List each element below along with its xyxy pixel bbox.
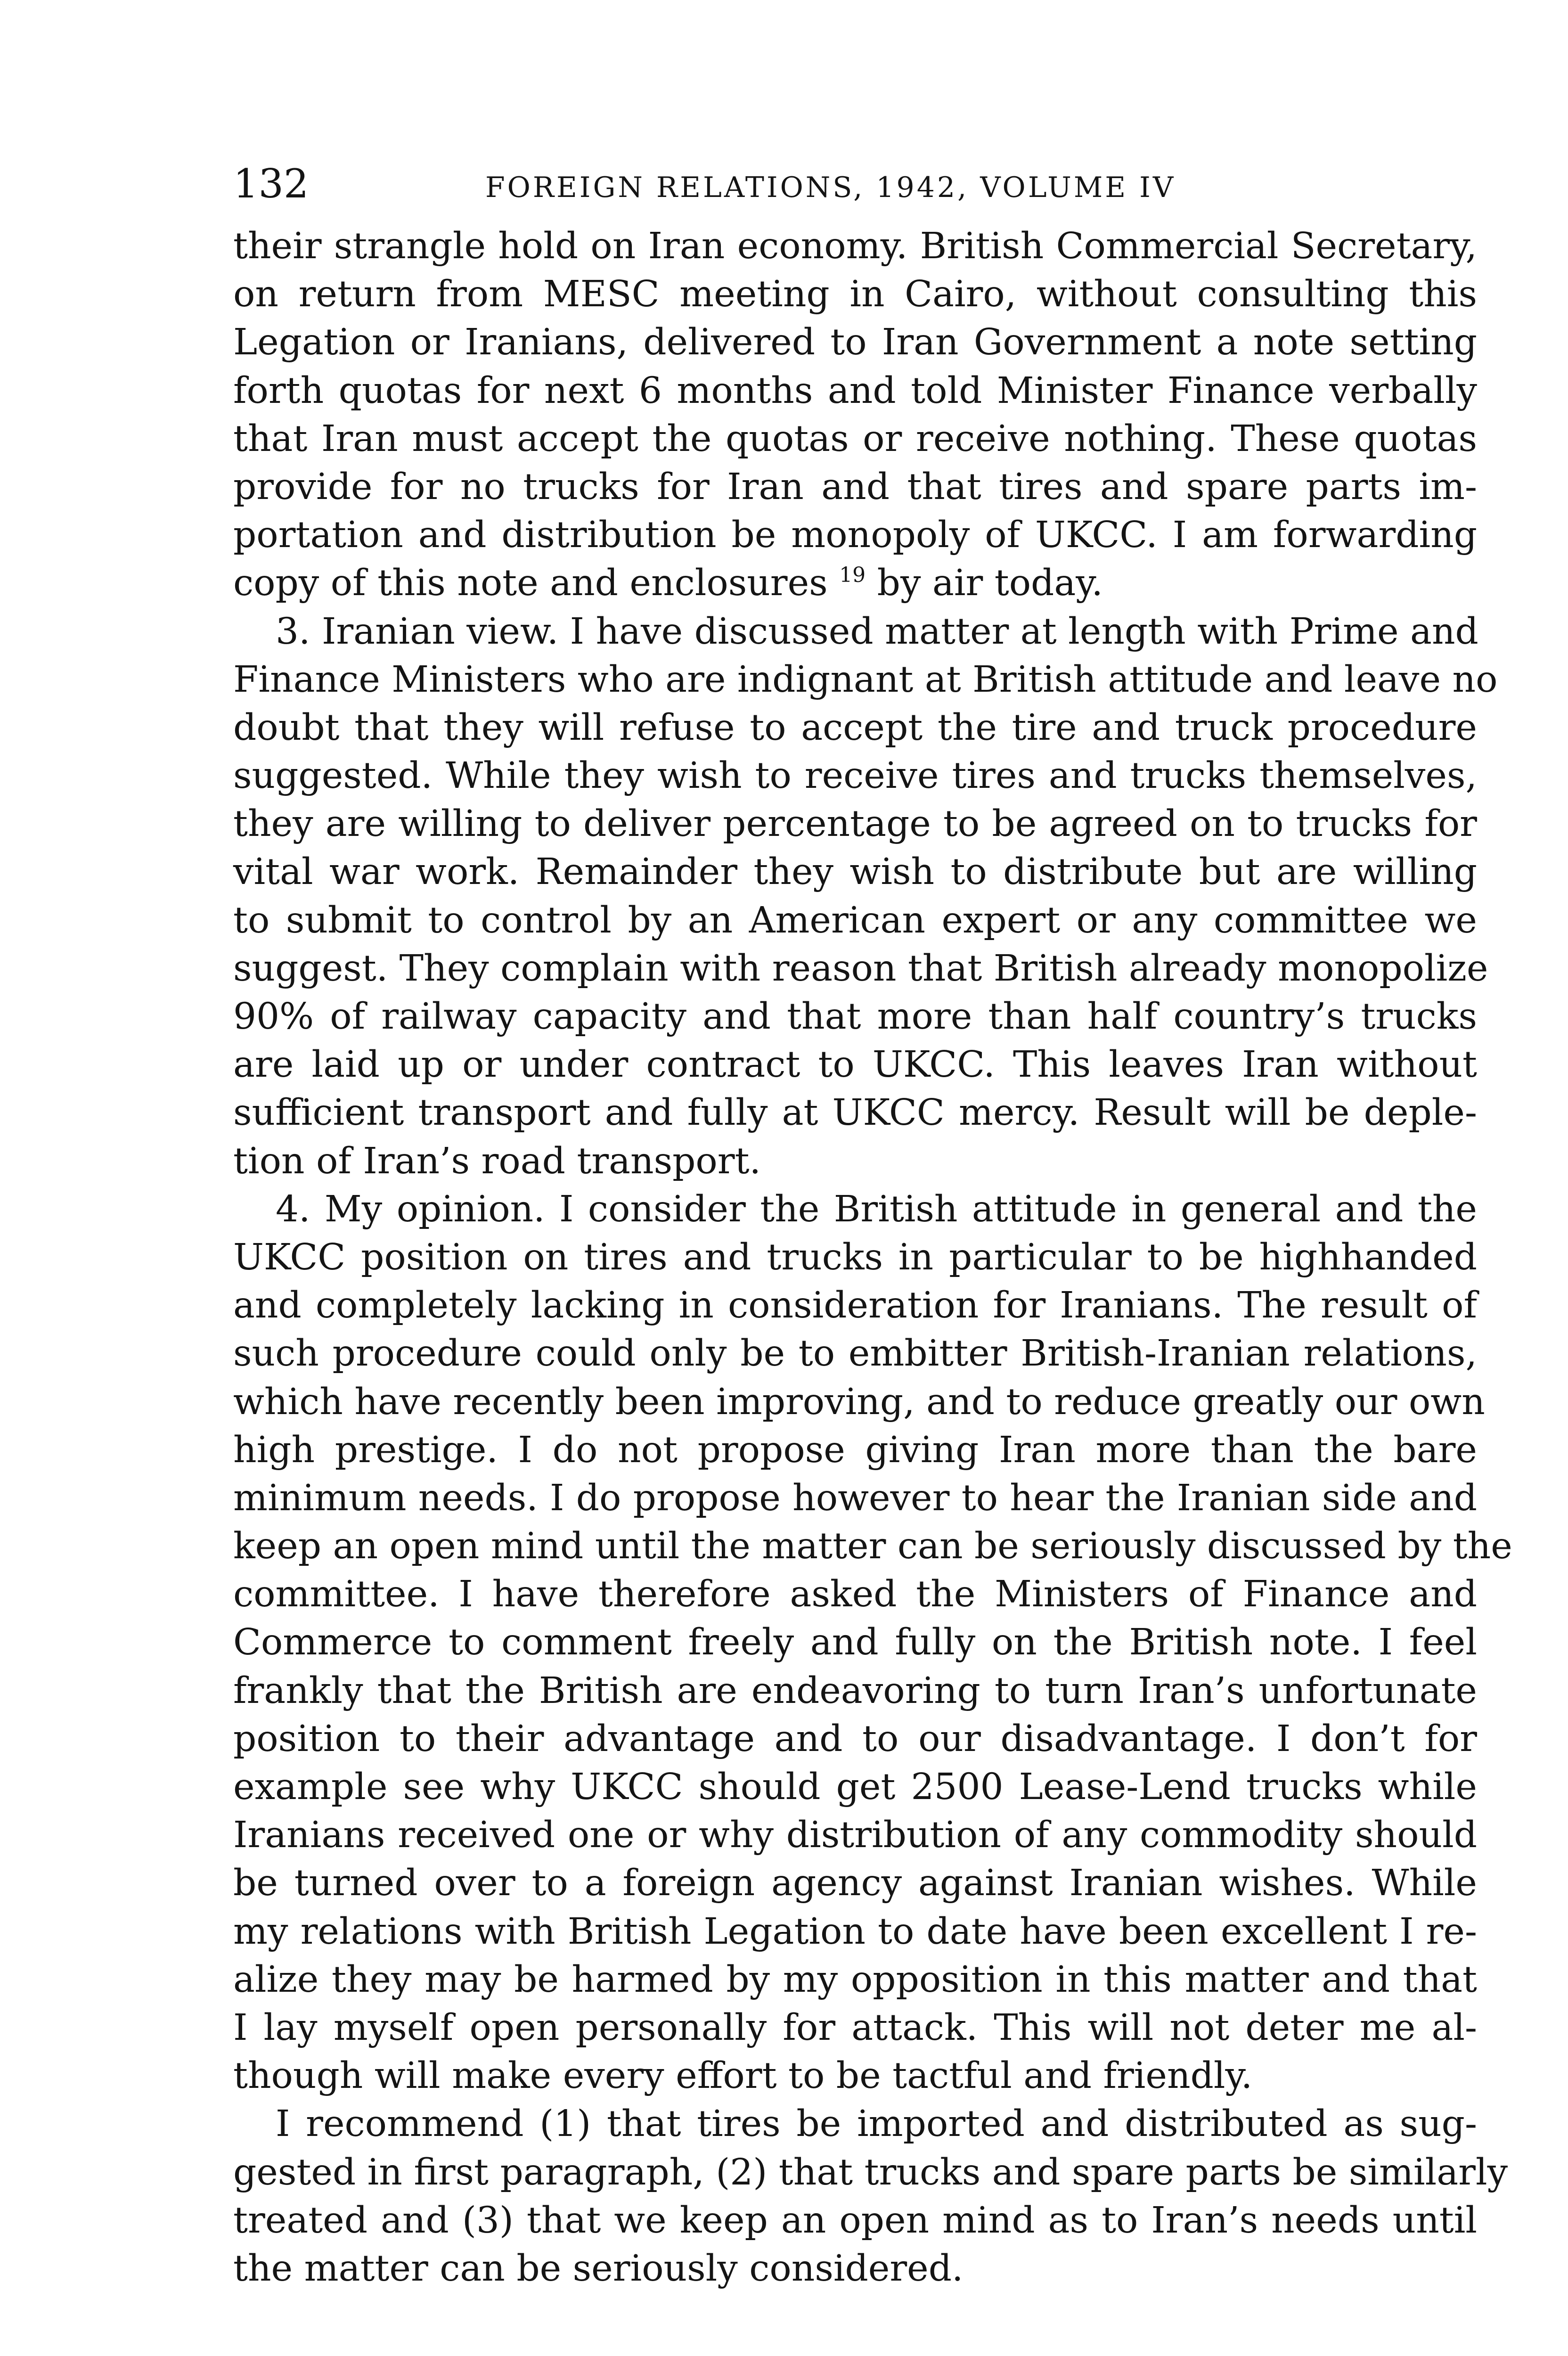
paragraph-recommendation: [233, 2100, 1508, 2293]
text-line: vital war work. Remainder they wish to distribute but are willing: [233, 851, 1477, 893]
text-line: though will make every effort to be tactful and friendly.: [233, 2055, 1253, 2097]
text-line: tion of Iran’s road transport.: [233, 1140, 761, 1182]
text-line: minimum needs. I do propose however to hear the Iranian side and: [233, 1477, 1477, 1519]
text-line: high prestige. I do not propose giving Iran more than the bare: [233, 1429, 1477, 1471]
text-line: the matter can be seriously considered.: [233, 2247, 964, 2290]
text-line: sufficient transport and fully at UKCC mercy. Result will be deple-: [233, 1092, 1477, 1134]
text-line: their strangle hold on Iran economy. British Commercial Secretary,: [233, 225, 1477, 267]
text-line: on return from MESC meeting in Cairo, without consulting this: [233, 273, 1477, 316]
body-text: [233, 222, 1512, 2293]
text-line: alize they may be harmed by my opposition in this matter and that: [233, 1958, 1477, 2001]
text-line: 4. My opinion. I consider the British attitude in general and the: [276, 1188, 1477, 1230]
text-line: keep an open mind until the matter can be seriously discussed by the: [233, 1525, 1512, 1568]
text-line: position to their advantage and to our disadvantage. I don’t for: [233, 1718, 1477, 1760]
running-title: FOREIGN RELATIONS, 1942, VOLUME IV: [485, 171, 1176, 204]
text-line: my relations with British Legation to date have been excellent I re-: [233, 1910, 1477, 1953]
page-number: 132: [233, 161, 309, 207]
text-line: UKCC position on tires and trucks in particular to be highhanded: [233, 1236, 1477, 1278]
footnote-reference: 19: [839, 563, 866, 588]
text-line: doubt that they will refuse to accept the tire and truck procedure: [233, 706, 1477, 749]
text-fragment: by air today.: [877, 562, 1103, 605]
text-line: I recommend (1) that tires be imported and distributed as sug-: [276, 2103, 1477, 2145]
text-line: suggest. They complain with reason that British already monopolize: [233, 947, 1488, 990]
text-line: Finance Ministers who are indignant at British attitude and leave no: [233, 658, 1498, 701]
text-line: they are willing to deliver percentage to be agreed on to trucks for: [233, 803, 1477, 845]
text-line: frankly that the British are endeavoring to turn Iran’s unfortunate: [233, 1669, 1477, 1712]
text-line: example see why UKCC should get 2500 Lease-Lend trucks while: [233, 1766, 1477, 1808]
text-line: treated and (3) that we keep an open mind as to Iran’s needs until: [233, 2199, 1477, 2241]
text-line: which have recently been improving, and to reduce greatly our own: [233, 1381, 1485, 1423]
page-header: [233, 155, 1477, 212]
text-line: portation and distribution be monopoly of UKCC. I am forwarding: [233, 514, 1477, 556]
paragraph-my-opinion: [233, 1186, 1512, 2101]
text-line: Iranians received one or why distribution of any commodity should: [233, 1814, 1477, 1857]
text-line: 3. Iranian view. I have discussed matter at length with Prime and: [276, 610, 1478, 653]
text-line: [233, 559, 1477, 607]
text-line: and completely lacking in consideration for Iranians. The result of: [233, 1284, 1477, 1327]
text-fragment: copy of this note and enclosures: [233, 562, 828, 605]
text-line: gested in first paragraph, (2) that trucks and spare parts be similarly: [233, 2151, 1508, 2193]
text-line: are laid up or under contract to UKCC. This leaves Iran without: [233, 1044, 1477, 1086]
text-line: 90% of railway capacity and that more than half country’s trucks: [233, 996, 1477, 1038]
text-line: such procedure could only be to embitter British-Iranian relations,: [233, 1333, 1477, 1375]
paragraph-iranian-view: [233, 608, 1498, 1186]
text-line: forth quotas for next 6 months and told Minister Finance verbally: [233, 369, 1477, 412]
text-line: to submit to control by an American expert or any committee we: [233, 899, 1477, 941]
text-line: Commerce to comment freely and fully on the British note. I feel: [233, 1621, 1477, 1664]
text-line: suggested. While they wish to receive tires and trucks themselves,: [233, 755, 1477, 797]
text-line: be turned over to a foreign agency against Iranian wishes. While: [233, 1862, 1477, 1905]
text-line: provide for no trucks for Iran and that tires and spare parts im-: [233, 466, 1477, 508]
text-line: Legation or Iranians, delivered to Iran Government a note setting: [233, 321, 1477, 364]
text-line: committee. I have therefore asked the Ministers of Finance and: [233, 1573, 1477, 1616]
text-line: I lay myself open personally for attack. This will not deter me al-: [233, 2006, 1477, 2049]
paragraph-continuation: [233, 222, 1477, 608]
text-line: that Iran must accept the quotas or receive nothing. These quotas: [233, 417, 1477, 460]
